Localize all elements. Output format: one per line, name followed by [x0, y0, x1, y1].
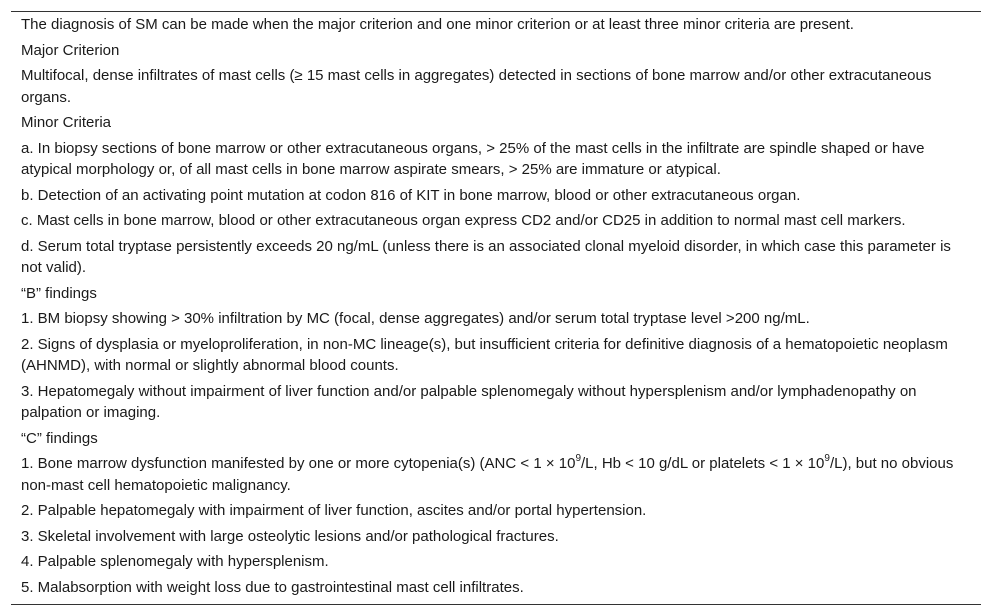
b-finding-3: 3. Hepatomegaly without impairment of liver function and/or palpable splenomegaly without hypersplenism and/or lymphadenopathy on palpation or imaging. — [21, 382, 917, 421]
table-row — [11, 575, 981, 605]
table-row — [11, 332, 981, 379]
table-row — [11, 281, 981, 307]
table-row — [11, 426, 981, 452]
table-row — [11, 234, 981, 281]
c-findings-heading: “C” findings — [21, 429, 98, 447]
minor-criterion-b: b. Detection of an activating point mutation at codon 816 of KIT in bone marrow, blood or other extracutaneous organ. — [21, 186, 801, 204]
table-row — [11, 524, 981, 550]
c-finding-3: 3. Skeletal involvement with large osteolytic lesions and/or pathological fractures. — [21, 527, 559, 545]
table-row — [11, 379, 981, 426]
table-row — [11, 498, 981, 524]
c-finding-1-part1: 1. Bone marrow dysfunction manifested by one or more cytopenia(s) (ANC < 1 × 10 — [21, 455, 576, 472]
b-finding-1: 1. BM biopsy showing > 30% infiltration by MC (focal, dense aggregates) and/or serum total tryptase level >200 ng/mL. — [21, 310, 810, 327]
major-criterion-text: Multifocal, dense infiltrates of mast cells (≥ 15 mast cells in aggregates) detected in sections of bone marrow and/or other extracutaneous organs. — [21, 67, 932, 106]
table-row — [11, 306, 981, 332]
table-row — [11, 208, 981, 234]
c-finding-1-exponent-2: 9 — [824, 453, 830, 464]
table-row — [11, 110, 981, 136]
table-row — [11, 12, 981, 38]
table-row — [11, 451, 981, 498]
minor-criterion-c: c. Mast cells in bone marrow, blood or other extracutaneous organ express CD2 and/or CD25 in addition to normal mast cell markers. — [21, 212, 906, 229]
minor-criterion-a: a. In biopsy sections of bone marrow or other extracutaneous organs, > 25% of the mast cells in the infiltrate are spindle shaped or have atypical morphology or, of all mast cells in bone marrow aspirate smears, > 25% are immature or atypical. — [21, 139, 925, 178]
table-row — [11, 549, 981, 575]
c-finding-1-part3: /L), but no obvious non-mast cell hematopoietic malignancy. — [21, 455, 954, 494]
criteria-table — [11, 11, 981, 605]
c-finding-1 — [11, 451, 981, 498]
minor-criterion-d: d. Serum total tryptase persistently exceeds 20 ng/mL (unless there is an associated clonal myeloid disorder, in which case this parameter is not valid). — [21, 237, 951, 276]
minor-criteria-heading: Minor Criteria — [21, 114, 112, 131]
table-row — [11, 183, 981, 209]
table-row — [11, 38, 981, 64]
table-row — [11, 136, 981, 183]
c-finding-2: 2. Palpable hepatomegaly with impairment of liver function, ascites and/or portal hypertension. — [21, 502, 647, 519]
b-findings-heading: “B” findings — [21, 284, 97, 302]
criteria-table-body — [11, 12, 981, 604]
table-row — [11, 63, 981, 110]
b-finding-2: 2. Signs of dysplasia or myeloproliferation, in non-MC lineage(s), but insufficient criteria for definitive diagnosis of a hematopoietic neoplasm (AHNMD), with normal or slightly abnormal blood counts. — [21, 335, 948, 374]
c-finding-1-part2: /L, Hb < 10 g/dL or platelets < 1 × 10 — [581, 455, 825, 472]
c-finding-1-exponent-1: 9 — [575, 453, 581, 464]
major-criterion-heading: Major Criterion — [21, 41, 120, 59]
c-finding-5: 5. Malabsorption with weight loss due to gastrointestinal mast cell infiltrates. — [21, 578, 524, 596]
c-finding-4: 4. Palpable splenomegaly with hypersplenism. — [21, 553, 329, 570]
diagnosis-rule-cell: The diagnosis of SM can be made when the major criterion and one minor criterion or at least three minor criteria are present. — [21, 16, 854, 33]
